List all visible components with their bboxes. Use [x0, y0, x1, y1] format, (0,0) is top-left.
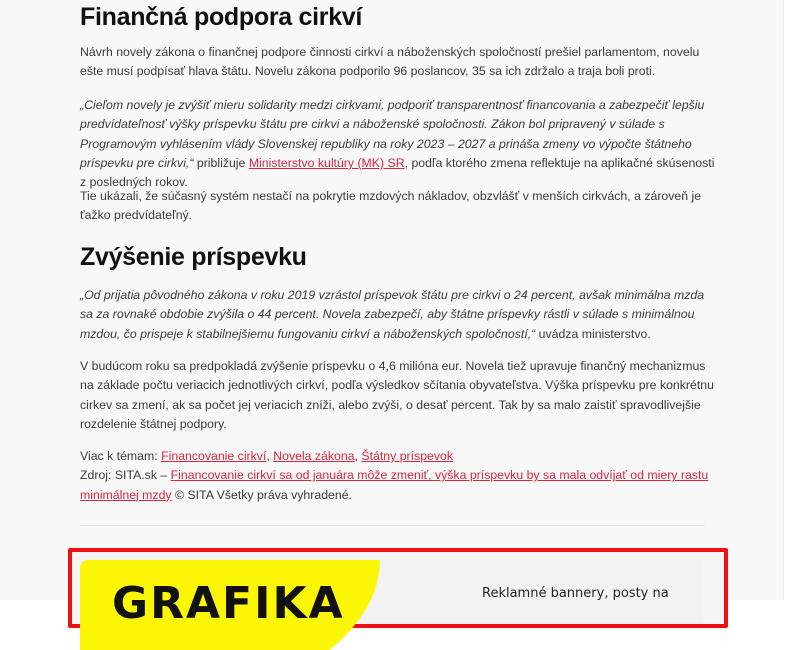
text: uvádza ministerstvo.	[535, 326, 651, 341]
text: približuje	[193, 155, 249, 170]
source-link[interactable]: Financovanie cirkví sa od januára môže zmeniť, výška príspevku by sa mala odvíjať od miery rastu minimálnej mzdy	[80, 468, 709, 502]
paragraph-intro: Návrh novely zákona o finančnej podpore činnosti cirkví a náboženských spoločností prešiel parlamentom, novelu ešte musí podpísať hlava štátu. Novelu zákona podporilo 96 poslancov, 35 sa ich zdržalo a traja boli proti.	[80, 45, 700, 79]
section-heading-zvysenie: Zvýšenie príspevku	[80, 243, 307, 271]
paragraph-forecast: V budúcom roku sa predpokladá zvýšenie príspevku o 4,6 milióna eur. Novela tiež upravuje finančný mechanizmus na základe počtu veriacich jednotlivých cirkví, podľa výsledkov sčítania obyvateľstva. Výška príspevku pre konkrétnu cirkev sa zmení, ak sa počet jej veriacich zníži, alebo zvýši, o desať percent. Tak by sa malo zaistiť spravodlivejšie rozdelenie štátnej podpory.	[80, 359, 714, 431]
paragraph-system: Tie ukázali, že súčasný systém nestačí na pokrytie mzdových nákladov, obzvlášť v menších cirkvách, a zároveň je ťažko predvídateľný.	[80, 189, 702, 223]
topic-link-financovanie[interactable]: Financovanie cirkví	[161, 449, 267, 463]
article-footer: Viac k témam: Financovanie cirkví, Novela zákona, Štátny príspevok Zdroj: SITA.sk – Financovanie cirkví sa od januára môže zmeniť, výška príspevku by sa mala odvíjať od miery rastu minimálnej mzdy © SITA Všetky práva vyhradené.	[80, 449, 709, 502]
paragraph-ministry-quote	[80, 96, 720, 192]
text: , podľa ktorého zmena reflektuje na aplikačné skúsenosti z posledných rokov.	[80, 155, 715, 190]
source-label: Zdroj: SITA.sk –	[80, 468, 171, 483]
quote-text: „Cieľom novely je zvýšiť mieru solidarity medzi cirkvami, podporiť transparentnosť financovania a zabezpečiť lepšiu predvídateľnosť výšky príspevku štátu pre cirkvi a náboženské spoločnosti. Zákon bol pripravený v súlade s Programovým vyhlásením vlády Slovenskej republiky na roky 2023 – 2027 a prináša zmeny vo výpočte štátneho príspevku pre cirkvi,“	[80, 98, 705, 170]
divider	[80, 525, 705, 526]
topic-link-novela[interactable]: Novela zákona	[273, 449, 355, 463]
copyright: © SITA Všetky práva vyhradené.	[171, 487, 352, 502]
section-heading-financna-podpora: Finančná podpora cirkví	[80, 3, 363, 31]
ad-inner	[80, 560, 702, 629]
paragraph-increase-quote	[80, 286, 720, 344]
topics-label: Viac k témam:	[80, 449, 162, 463]
ad-banner[interactable]	[68, 548, 728, 628]
ad-title: GRAFIKA	[112, 578, 345, 629]
ad-text: Reklamné bannery, posty na	[482, 586, 669, 601]
ministry-link[interactable]: Ministerstvo kultúry (MK) SR	[248, 155, 405, 170]
quote-text: „Od prijatia pôvodného zákona v roku 2019 vzrástol príspevok štátu pre cirkvi o 24 percent, avšak minimálna mzda sa za rovnaké obdobie zvýšila o 44 percent. Novela zabezpečí, aby štátne príspevky rástli v súlade s minimálnou mzdou, čo prispeje k stabilnejšiemu fungovaniu cirkví a náboženských spoločností,“	[80, 288, 705, 341]
topic-link-prispevok[interactable]: Štátny príspevok	[361, 449, 454, 463]
